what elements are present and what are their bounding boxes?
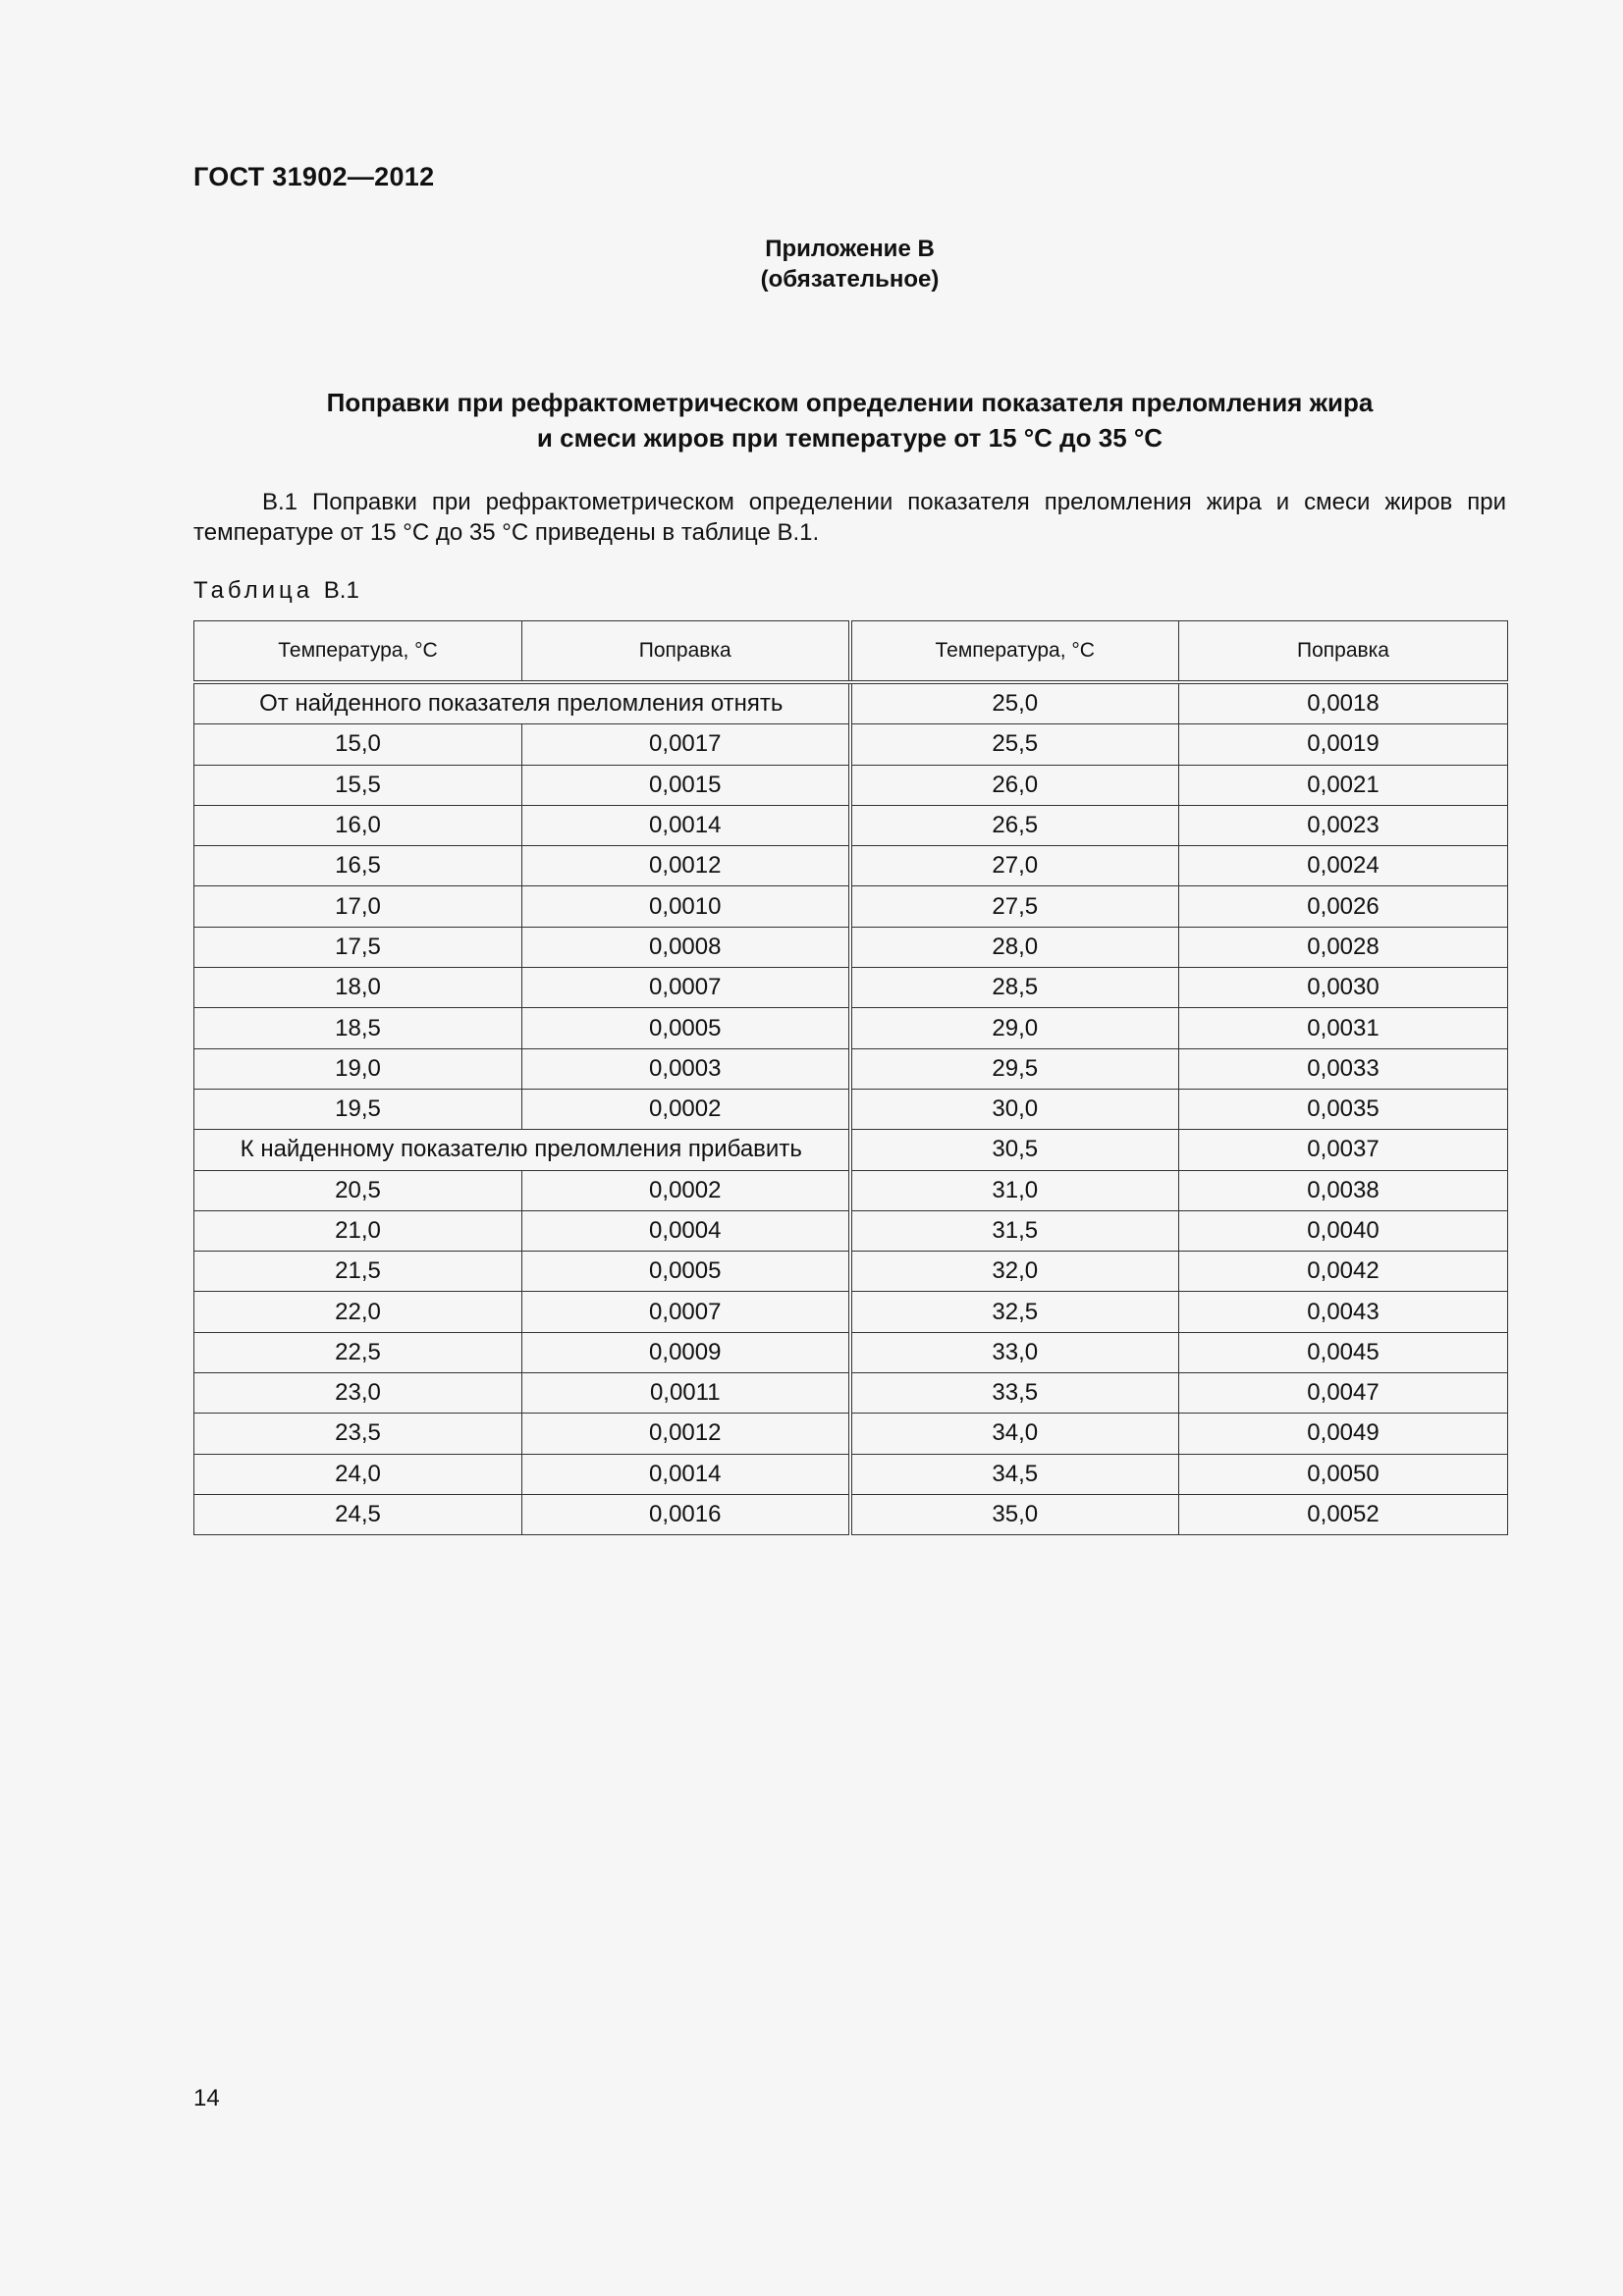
correction-cell: 0,0012 xyxy=(522,1414,850,1454)
paragraph-b1: В.1 Поправки при рефрактометрическом определении показателя преломления жира и смеси жиров при температуре от 15 °С до 35 °С приведены в таблице В.1. xyxy=(193,489,1506,546)
correction-cell: 0,0011 xyxy=(522,1373,850,1414)
table-row xyxy=(194,1170,1508,1210)
temperature-cell: 24,5 xyxy=(194,1494,522,1534)
temperature-cell: 15,0 xyxy=(194,724,522,765)
table-row xyxy=(194,1130,1508,1170)
header-temperature-right: Температура, °С xyxy=(850,621,1179,683)
temperature-cell: 29,5 xyxy=(850,1048,1179,1089)
temperature-cell: 15,5 xyxy=(194,765,522,805)
correction-cell: 0,0016 xyxy=(522,1494,850,1534)
correction-cell: 0,0035 xyxy=(1179,1089,1508,1129)
temperature-cell: 18,5 xyxy=(194,1008,522,1048)
section-title-line-2: и смеси жиров при температуре от 15 °С до 35 °С xyxy=(536,423,1163,453)
table-row xyxy=(194,1008,1508,1048)
table-row xyxy=(194,1414,1508,1454)
temperature-cell: 25,0 xyxy=(850,682,1179,724)
temperature-cell: 23,5 xyxy=(194,1414,522,1454)
table-row xyxy=(194,724,1508,765)
correction-cell: 0,0014 xyxy=(522,1454,850,1494)
temperature-cell: 25,5 xyxy=(850,724,1179,765)
table-row xyxy=(194,765,1508,805)
add-label-cell: К найденному показателю преломления прибавить xyxy=(194,1130,850,1170)
correction-cell: 0,0037 xyxy=(1179,1130,1508,1170)
correction-cell: 0,0031 xyxy=(1179,1008,1508,1048)
table-row xyxy=(194,805,1508,845)
correction-cell: 0,0002 xyxy=(522,1170,850,1210)
table-header-row xyxy=(194,621,1508,683)
temperature-cell: 31,5 xyxy=(850,1210,1179,1251)
correction-cell: 0,0042 xyxy=(1179,1252,1508,1292)
header-correction-left: Поправка xyxy=(522,621,850,683)
correction-cell: 0,0017 xyxy=(522,724,850,765)
correction-table xyxy=(193,620,1508,1535)
temperature-cell: 23,0 xyxy=(194,1373,522,1414)
correction-cell: 0,0038 xyxy=(1179,1170,1508,1210)
temperature-cell: 21,5 xyxy=(194,1252,522,1292)
temperature-cell: 32,0 xyxy=(850,1252,1179,1292)
correction-cell: 0,0047 xyxy=(1179,1373,1508,1414)
correction-cell: 0,0005 xyxy=(522,1008,850,1048)
correction-cell: 0,0049 xyxy=(1179,1414,1508,1454)
correction-cell: 0,0026 xyxy=(1179,886,1508,927)
temperature-cell: 16,5 xyxy=(194,846,522,886)
correction-cell: 0,0024 xyxy=(1179,846,1508,886)
table-row xyxy=(194,1332,1508,1372)
table-row xyxy=(194,968,1508,1008)
temperature-cell: 17,5 xyxy=(194,927,522,967)
correction-cell: 0,0007 xyxy=(522,968,850,1008)
table-row xyxy=(194,682,1508,724)
table-row xyxy=(194,1373,1508,1414)
temperature-cell: 18,0 xyxy=(194,968,522,1008)
correction-cell: 0,0015 xyxy=(522,765,850,805)
temperature-cell: 34,5 xyxy=(850,1454,1179,1494)
table-row xyxy=(194,927,1508,967)
header-correction-right: Поправка xyxy=(1179,621,1508,683)
appendix-status: (обязательное) xyxy=(760,266,940,293)
correction-cell: 0,0030 xyxy=(1179,968,1508,1008)
temperature-cell: 30,0 xyxy=(850,1089,1179,1129)
table-row xyxy=(194,1292,1508,1332)
temperature-cell: 17,0 xyxy=(194,886,522,927)
correction-cell: 0,0033 xyxy=(1179,1048,1508,1089)
section-title xyxy=(193,385,1506,455)
temperature-cell: 19,5 xyxy=(194,1089,522,1129)
table-row xyxy=(194,1089,1508,1129)
correction-cell: 0,0028 xyxy=(1179,927,1508,967)
table-row xyxy=(194,1454,1508,1494)
correction-cell: 0,0009 xyxy=(522,1332,850,1372)
table-caption-word: Таблица xyxy=(193,577,314,604)
temperature-cell: 21,0 xyxy=(194,1210,522,1251)
temperature-cell: 26,5 xyxy=(850,805,1179,845)
correction-cell: 0,0018 xyxy=(1179,682,1508,724)
temperature-cell: 34,0 xyxy=(850,1414,1179,1454)
correction-cell: 0,0010 xyxy=(522,886,850,927)
table-row xyxy=(194,1048,1508,1089)
document-code: ГОСТ 31902—2012 xyxy=(193,162,435,191)
temperature-cell: 30,5 xyxy=(850,1130,1179,1170)
correction-cell: 0,0040 xyxy=(1179,1210,1508,1251)
correction-cell: 0,0050 xyxy=(1179,1454,1508,1494)
correction-cell: 0,0004 xyxy=(522,1210,850,1251)
temperature-cell: 16,0 xyxy=(194,805,522,845)
correction-cell: 0,0043 xyxy=(1179,1292,1508,1332)
correction-cell: 0,0023 xyxy=(1179,805,1508,845)
subtract-label-cell: От найденного показателя преломления отнять xyxy=(194,682,850,724)
table-row xyxy=(194,1494,1508,1534)
temperature-cell: 31,0 xyxy=(850,1170,1179,1210)
table-row xyxy=(194,1210,1508,1251)
correction-cell: 0,0045 xyxy=(1179,1332,1508,1372)
correction-cell: 0,0052 xyxy=(1179,1494,1508,1534)
correction-cell: 0,0014 xyxy=(522,805,850,845)
temperature-cell: 33,5 xyxy=(850,1373,1179,1414)
temperature-cell: 26,0 xyxy=(850,765,1179,805)
temperature-cell: 19,0 xyxy=(194,1048,522,1089)
temperature-cell: 35,0 xyxy=(850,1494,1179,1534)
temperature-cell: 32,5 xyxy=(850,1292,1179,1332)
correction-cell: 0,0007 xyxy=(522,1292,850,1332)
table-row xyxy=(194,1252,1508,1292)
appendix-title: Приложение В xyxy=(765,236,935,262)
correction-cell: 0,0005 xyxy=(522,1252,850,1292)
correction-cell: 0,0008 xyxy=(522,927,850,967)
correction-cell: 0,0002 xyxy=(522,1089,850,1129)
table-row xyxy=(194,886,1508,927)
table-caption xyxy=(193,577,359,605)
correction-cell: 0,0003 xyxy=(522,1048,850,1089)
page-number: 14 xyxy=(193,2085,220,2111)
temperature-cell: 27,0 xyxy=(850,846,1179,886)
appendix-heading xyxy=(193,234,1506,294)
section-title-line-1: Поправки при рефрактометрическом определении показателя преломления жира xyxy=(326,388,1374,417)
table-row xyxy=(194,846,1508,886)
temperature-cell: 27,5 xyxy=(850,886,1179,927)
correction-cell: 0,0019 xyxy=(1179,724,1508,765)
temperature-cell: 24,0 xyxy=(194,1454,522,1494)
header-temperature-left: Температура, °С xyxy=(194,621,522,683)
correction-cell: 0,0021 xyxy=(1179,765,1508,805)
temperature-cell: 28,0 xyxy=(850,927,1179,967)
temperature-cell: 28,5 xyxy=(850,968,1179,1008)
temperature-cell: 29,0 xyxy=(850,1008,1179,1048)
temperature-cell: 22,5 xyxy=(194,1332,522,1372)
table-caption-number: В.1 xyxy=(323,577,359,604)
temperature-cell: 22,0 xyxy=(194,1292,522,1332)
temperature-cell: 20,5 xyxy=(194,1170,522,1210)
temperature-cell: 33,0 xyxy=(850,1332,1179,1372)
correction-cell: 0,0012 xyxy=(522,846,850,886)
